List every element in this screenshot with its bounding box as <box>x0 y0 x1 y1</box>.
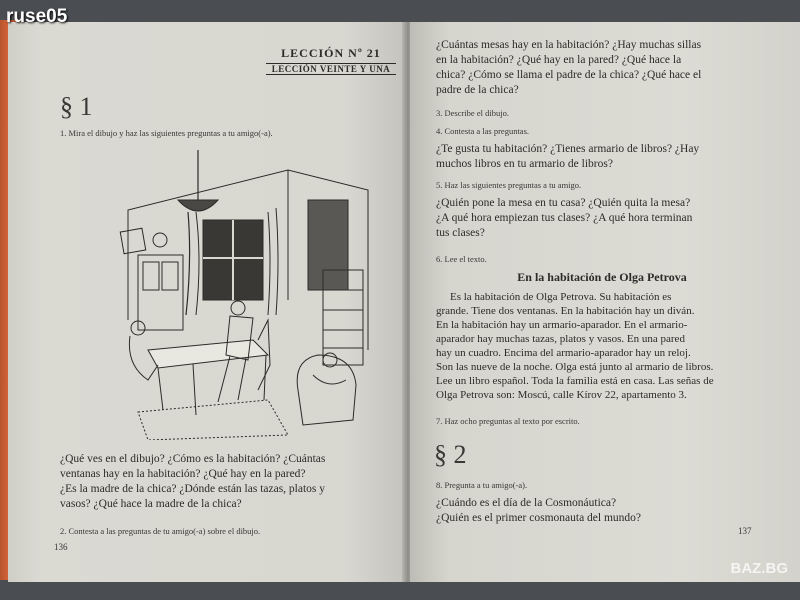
text-line: aparador hay muchas tazas, platos y vasos. En una pared <box>436 333 685 345</box>
question-line: ¿Cuántas mesas hay en la habitación? ¿Hay muchas sillas <box>436 39 702 51</box>
question-line: ¿Te gusta tu habitación? ¿Tienes armario de libros? ¿Hay <box>436 143 700 155</box>
reading-title: En la habitación de Olga Petrova <box>517 270 687 284</box>
question-line: en la habitación? ¿Qué hay en la pared? ¿Qué hace la <box>436 54 682 66</box>
room-illustration <box>118 150 386 440</box>
text-line: Lee un libro español. Toda la familia está en casa. Las señas de <box>436 375 714 387</box>
reading-text <box>436 290 786 402</box>
question-line: tus clases? <box>436 227 485 239</box>
instruction-4: 4. Contesta a las preguntas. <box>436 126 530 136</box>
page-number-left: 136 <box>54 542 68 552</box>
text-line: Olga Petrova son: Moscú, calle Kírov 22, apartamento 3. <box>436 389 687 401</box>
instruction-1: 1. Mira el dibujo y haz las siguientes preguntas a tu amigo(-a). <box>60 128 273 138</box>
instruction-2: 2. Contesta a las preguntas de tu amigo(-a) sobre el dibujo. <box>60 526 261 536</box>
right-page <box>410 22 800 582</box>
question-line: ¿Cuándo es el día de la Cosmonáutica? <box>436 497 617 509</box>
question-line: ¿A qué hora empiezan tus clases? ¿A qué hora terminan <box>436 212 693 224</box>
section-1-heading: § 1 <box>60 92 93 121</box>
question-line: ¿Qué ves en el dibujo? ¿Cómo es la habitación? ¿Cuántas <box>60 453 326 465</box>
instruction-8: 8. Pregunta a tu amigo(-a). <box>436 480 528 490</box>
text-line: grande. Tiene dos ventanas. En la habitación hay un diván. <box>436 305 695 317</box>
text-line: En la habitación hay un armario-aparador. En el armario- <box>436 319 688 331</box>
page-number-right: 137 <box>738 526 752 536</box>
q4-paragraph <box>436 142 786 172</box>
text-line: Es la habitación de Olga Petrova. Su habitación es <box>450 291 672 303</box>
instruction-6: 6. Lee el texto. <box>436 254 487 264</box>
lesson-subtitle: LECCIÓN VEINTE Y UNA <box>266 63 396 75</box>
question-line: ¿Quién pone la mesa en tu casa? ¿Quién quita la mesa? <box>436 197 691 209</box>
watermark-top-left: ruse05 <box>6 6 68 27</box>
instruction-5: 5. Haz las siguientes preguntas a tu amigo. <box>436 180 582 190</box>
lesson-header <box>266 46 396 75</box>
question-line: chica? ¿Cómo se llama el padre de la chica? ¿Qué hace el <box>436 69 702 81</box>
q5-paragraph <box>436 196 786 241</box>
section-2-heading: § 2 <box>434 440 467 469</box>
question-line: vasos? ¿Qué hace la madre de la chica? <box>60 498 242 510</box>
question-line: ¿Quién es el primer cosmonauta del mundo? <box>436 512 642 524</box>
questions-paragraph <box>60 452 390 512</box>
watermark-bottom-right: BAZ.BG <box>730 560 788 577</box>
left-page <box>8 22 406 582</box>
question-line: padre de la chica? <box>436 84 519 96</box>
instruction-7: 7. Haz ocho preguntas al texto por escrito. <box>436 416 580 426</box>
text-line: Son las nueve de la noche. Olga está junto al armario de libros. <box>436 361 714 373</box>
question-line: ventanas hay en la habitación? ¿Qué hay en la pared? <box>60 468 306 480</box>
q8-paragraph <box>436 496 786 526</box>
lesson-title: LECCIÓN Nº 21 <box>281 46 381 60</box>
question-line: muchos libros en tu armario de libros? <box>436 158 613 170</box>
open-book <box>8 22 800 582</box>
instruction-3: 3. Describe el dibujo. <box>436 108 509 118</box>
continued-questions <box>436 38 786 98</box>
text-line: hay un cuadro. Encima del armario-aparador hay un reloj. <box>436 347 691 359</box>
question-line: ¿Es la madre de la chica? ¿Dónde están las tazas, platos y <box>60 483 326 495</box>
